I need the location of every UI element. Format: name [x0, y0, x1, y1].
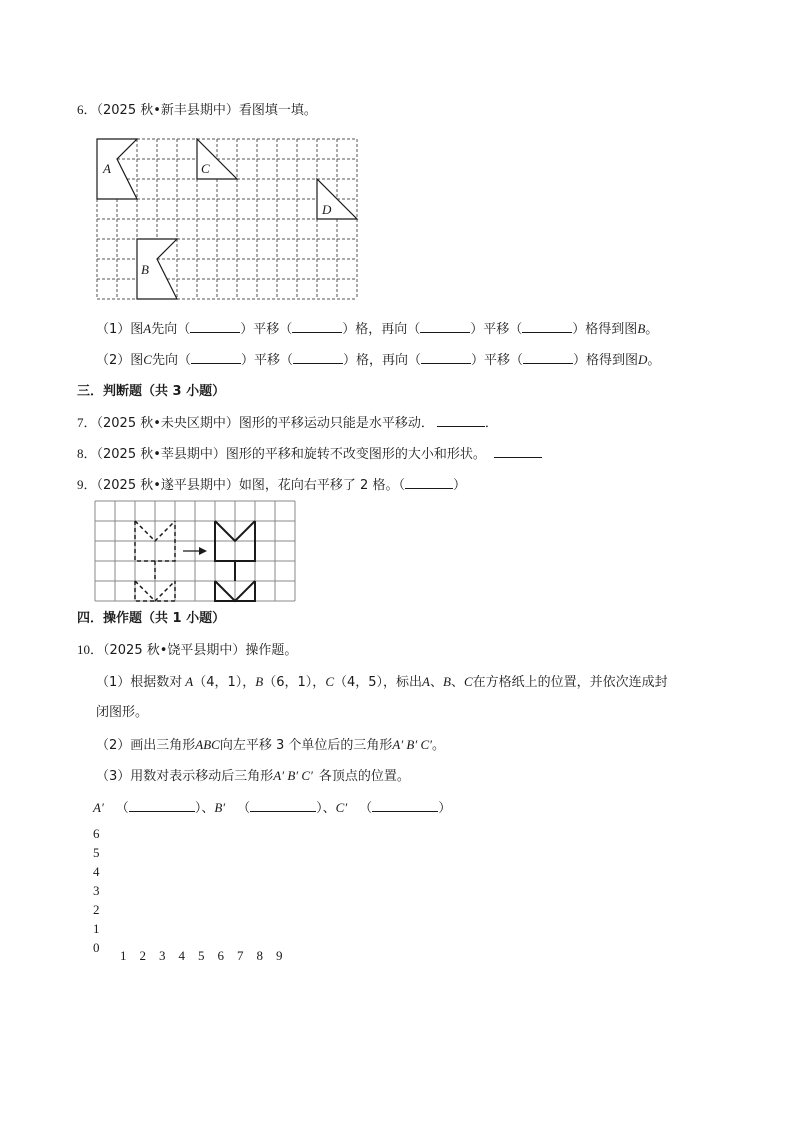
y-tick: 5 [93, 845, 100, 860]
q10-sub1: （1）根据数对 A（4，1），B（6，1），C（4，5），标出A、B、C在方格纸上的位置，并依次连成封 [96, 674, 668, 690]
answer-blank[interactable] [420, 320, 470, 333]
q10-stem: 10．（2025 秋•饶平县期中）操作题。 [77, 642, 298, 658]
y-tick: 1 [93, 921, 100, 936]
x-tick: 1 [120, 948, 127, 963]
answer-blank[interactable] [191, 351, 241, 364]
answer-blank-c[interactable] [372, 799, 438, 812]
answer-blank[interactable] [293, 351, 343, 364]
y-tick: 2 [93, 902, 100, 917]
q7: 7．（2025 秋•未央区期中）图形的平移运动只能是水平移动． ． [77, 415, 498, 431]
answer-blank[interactable] [421, 351, 471, 364]
answer-blank[interactable] [522, 320, 572, 333]
answer-blank[interactable] [494, 445, 542, 458]
x-tick: 7 [237, 948, 244, 963]
q6-source: （2025 秋•新丰县期中） [96, 103, 239, 118]
x-tick: 9 [276, 948, 283, 963]
label-d: D [322, 202, 332, 217]
label-a: A [103, 161, 111, 176]
label-b: B [141, 262, 149, 277]
y-tick: 6 [93, 826, 100, 841]
q10-sub1-cont: 闭图形。 [96, 705, 149, 720]
x-tick: 2 [139, 948, 146, 963]
x-tick: 4 [178, 948, 185, 963]
x-axis-ticks [120, 948, 296, 964]
answer-blank-b[interactable] [250, 799, 316, 812]
x-tick: 5 [198, 948, 205, 963]
y-tick: 3 [93, 883, 100, 898]
answer-blank[interactable] [437, 414, 485, 427]
q10-sub3: （3）用数对表示移动后三角形A′ B′ C′ 各顶点的位置。 [96, 768, 410, 784]
q6-text: 看图填一填。 [238, 103, 317, 118]
q6-grid-figure [96, 138, 359, 301]
answer-blank[interactable] [523, 351, 573, 364]
section-4-title: 四．操作题（共 1 小题） [77, 611, 226, 626]
y-axis-ticks [93, 826, 100, 959]
q10-answers: A′ （ ）、B′ （ ）、C′ （ ） [93, 800, 452, 816]
x-tick: 6 [217, 948, 224, 963]
section-3-title: 三．判断题（共 3 小题） [77, 384, 226, 399]
q6-stem [77, 101, 317, 120]
q8: 8．（2025 秋•莘县期中）图形的平移和旋转不改变图形的大小和形状。 [77, 445, 542, 464]
answer-blank[interactable] [190, 320, 240, 333]
q6-sub1: （1）图A先向（ ）平移（ ）格，再向（ ）平移（ ）格得到图B。 [96, 321, 659, 337]
y-tick: 0 [93, 940, 100, 955]
answer-blank[interactable] [405, 476, 453, 489]
q6-sub2: （2）图C先向（ ）平移（ ）格，再向（ ）平移（ ）格得到图D。 [96, 352, 661, 368]
answer-blank-a[interactable] [129, 799, 195, 812]
y-tick: 4 [93, 864, 100, 879]
x-tick: 8 [256, 948, 263, 963]
q9-flower-figure [94, 500, 297, 603]
label-c: C [201, 161, 210, 176]
q10-sub2: （2）画出三角形ABC向左平移 3 个单位后的三角形A′ B′ C′。 [96, 737, 445, 753]
q6-number: 6． [77, 102, 97, 117]
answer-blank[interactable] [292, 320, 342, 333]
x-tick: 3 [159, 948, 166, 963]
q9: 9．（2025 秋•遂平县期中）如图，花向右平移了 2 格。（ ） [77, 477, 466, 493]
